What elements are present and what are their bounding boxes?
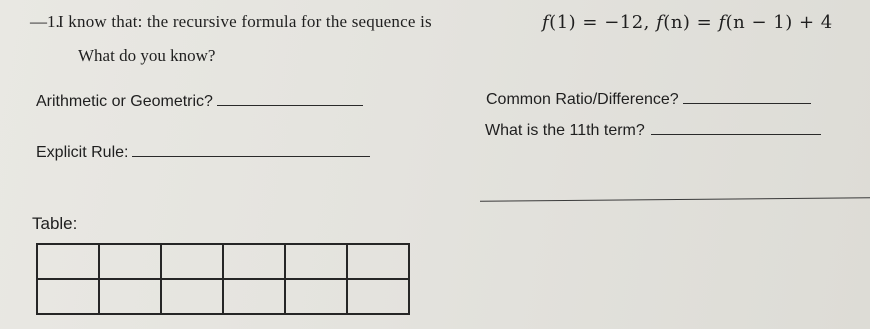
question-prompt: I know that: the recursive formula for the sequence is [58, 12, 432, 31]
table-cell[interactable] [37, 279, 99, 314]
formula-f: f [656, 12, 664, 33]
eleventh-term-blank[interactable] [651, 120, 821, 135]
formula-n: (n) = [663, 12, 719, 33]
table-cell[interactable] [99, 244, 161, 279]
table-cell[interactable] [37, 244, 99, 279]
question-number: —1. [30, 12, 60, 31]
table-label: Table: [32, 214, 78, 233]
arithmetic-or-geometric-label: Arithmetic or Geometric? [36, 93, 213, 110]
answer-line[interactable] [480, 197, 870, 201]
eleventh-term-field [485, 120, 821, 140]
table-cell[interactable] [347, 279, 409, 314]
table-cell[interactable] [347, 244, 409, 279]
table-cell[interactable] [285, 279, 347, 314]
formula-f: f [718, 12, 726, 33]
table-cell[interactable] [161, 279, 223, 314]
arithmetic-or-geometric-field [36, 91, 363, 111]
explicit-rule-field [36, 142, 370, 162]
explicit-rule-blank[interactable] [132, 142, 370, 157]
table-cell[interactable] [161, 244, 223, 279]
table-cell[interactable] [285, 244, 347, 279]
what-do-you-know-heading: What do you know? [78, 46, 216, 65]
formula-initial: (1) = −12, [549, 12, 657, 33]
recursive-formula [542, 12, 833, 33]
explicit-rule-label: Explicit Rule: [36, 144, 129, 161]
sequence-table [36, 243, 410, 315]
eleventh-term-label: What is the 11th term? [485, 122, 645, 139]
table-cell[interactable] [99, 279, 161, 314]
common-ratio-difference-label: Common Ratio/Difference? [486, 91, 679, 108]
table-cell[interactable] [223, 244, 285, 279]
table-cell[interactable] [223, 279, 285, 314]
formula-f: f [542, 12, 550, 33]
common-ratio-difference-blank[interactable] [683, 89, 811, 104]
arithmetic-or-geometric-blank[interactable] [217, 91, 363, 106]
common-ratio-difference-field [486, 89, 811, 109]
table-row [37, 279, 409, 314]
table-row [37, 244, 409, 279]
formula-recursion: (n − 1) + 4 [725, 12, 833, 33]
